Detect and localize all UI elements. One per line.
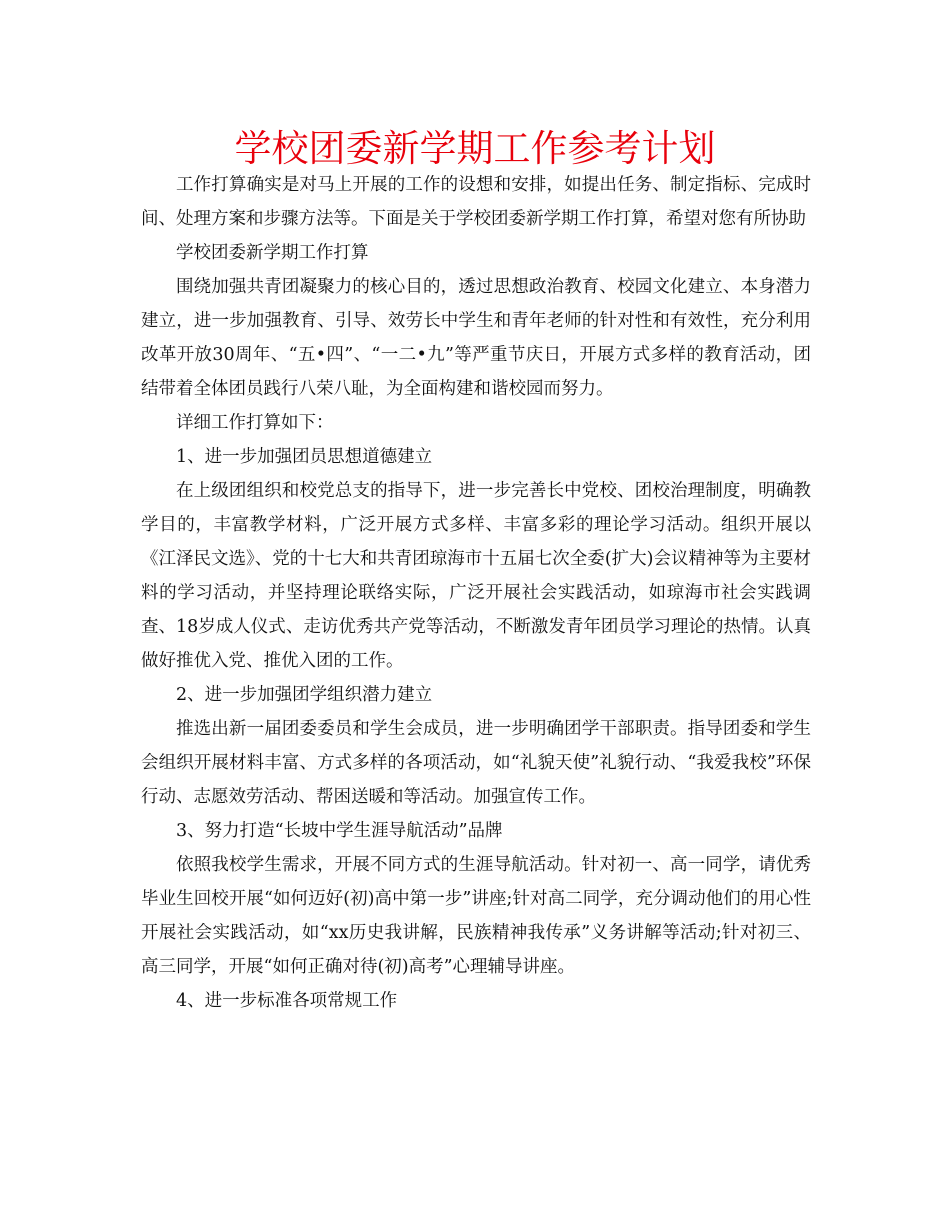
subtitle-paragraph: 学校团委新学期工作打算 (176, 243, 369, 263)
section-heading-3: 3、努力打造“长坡中学生涯导航活动”品牌 (176, 821, 503, 841)
document-title: 学校团委新学期工作参考计划 (234, 127, 716, 170)
plan-intro-paragraph: 详细工作打算如下： (176, 413, 334, 433)
intro-paragraph: 工作打算确实是对马上开展的工作的设想和安排，如提出任务、制定指标、完成时间、处理方案和步骤方法等。下面是关于学校团委新学期工作打算，希望对您有所协助 (141, 175, 811, 229)
goal-paragraph: 围绕加强共青团凝聚力的核心目的，透过思想政治教育、校园文化建立、本身潜力建立，进一步加强教育、引导、效劳长中学生和青年老师的针对性和有效性，充分利用改革开放30周年、“五•四”、“一二•九”等严重节庆日，开展方式多样的教育活动，团结带着全体团员践行八荣八耻，为全面构建和谐校园而努力。 (141, 277, 811, 399)
section-body-3: 依照我校学生需求，开展不同方式的生涯导航活动。针对初一、高一同学，请优秀毕业生回校开展“如何迈好(初)高中第一步”讲座;针对高二同学，充分调动他们的用心性开展社会实践活动，如“xx历史我讲解，民族精神我传承”义务讲解等活动;针对初三、高三同学，开展“如何正确对待(初)高考”心理辅导讲座。 (141, 855, 811, 977)
section-body-2: 推选出新一届团委委员和学生会成员，进一步明确团学干部职责。指导团委和学生会组织开展材料丰富、方式多样的各项活动，如“礼貌天使”礼貌行动、“我爱我校”环保行动、志愿效劳活动、帮困送暖和等活动。加强宣传工作。 (141, 719, 811, 807)
section-heading-4: 4、进一步标准各项常规工作 (176, 991, 398, 1011)
section-heading-2: 2、进一步加强团学组织潜力建立 (176, 685, 433, 705)
section-body-1: 在上级团组织和校党总支的指导下，进一步完善长中党校、团校治理制度，明确教学目的，丰富教学材料，广泛开展方式多样、丰富多彩的理论学习活动。组织开展以《江泽民文选》、党的十七大和共青团琼海市十五届七次全委(扩大)会议精神等为主要材料的学习活动，并坚持理论联络实际，广泛开展社会实践活动，如琼海市社会实践调查、18岁成人仪式、走访优秀共产党等活动，不断激发青年团员学习理论的热情。认真做好推优入党、推优入团的工作。 (141, 481, 811, 671)
document-body (141, 168, 811, 1018)
section-heading-1: 1、进一步加强团员思想道德建立 (176, 447, 433, 467)
